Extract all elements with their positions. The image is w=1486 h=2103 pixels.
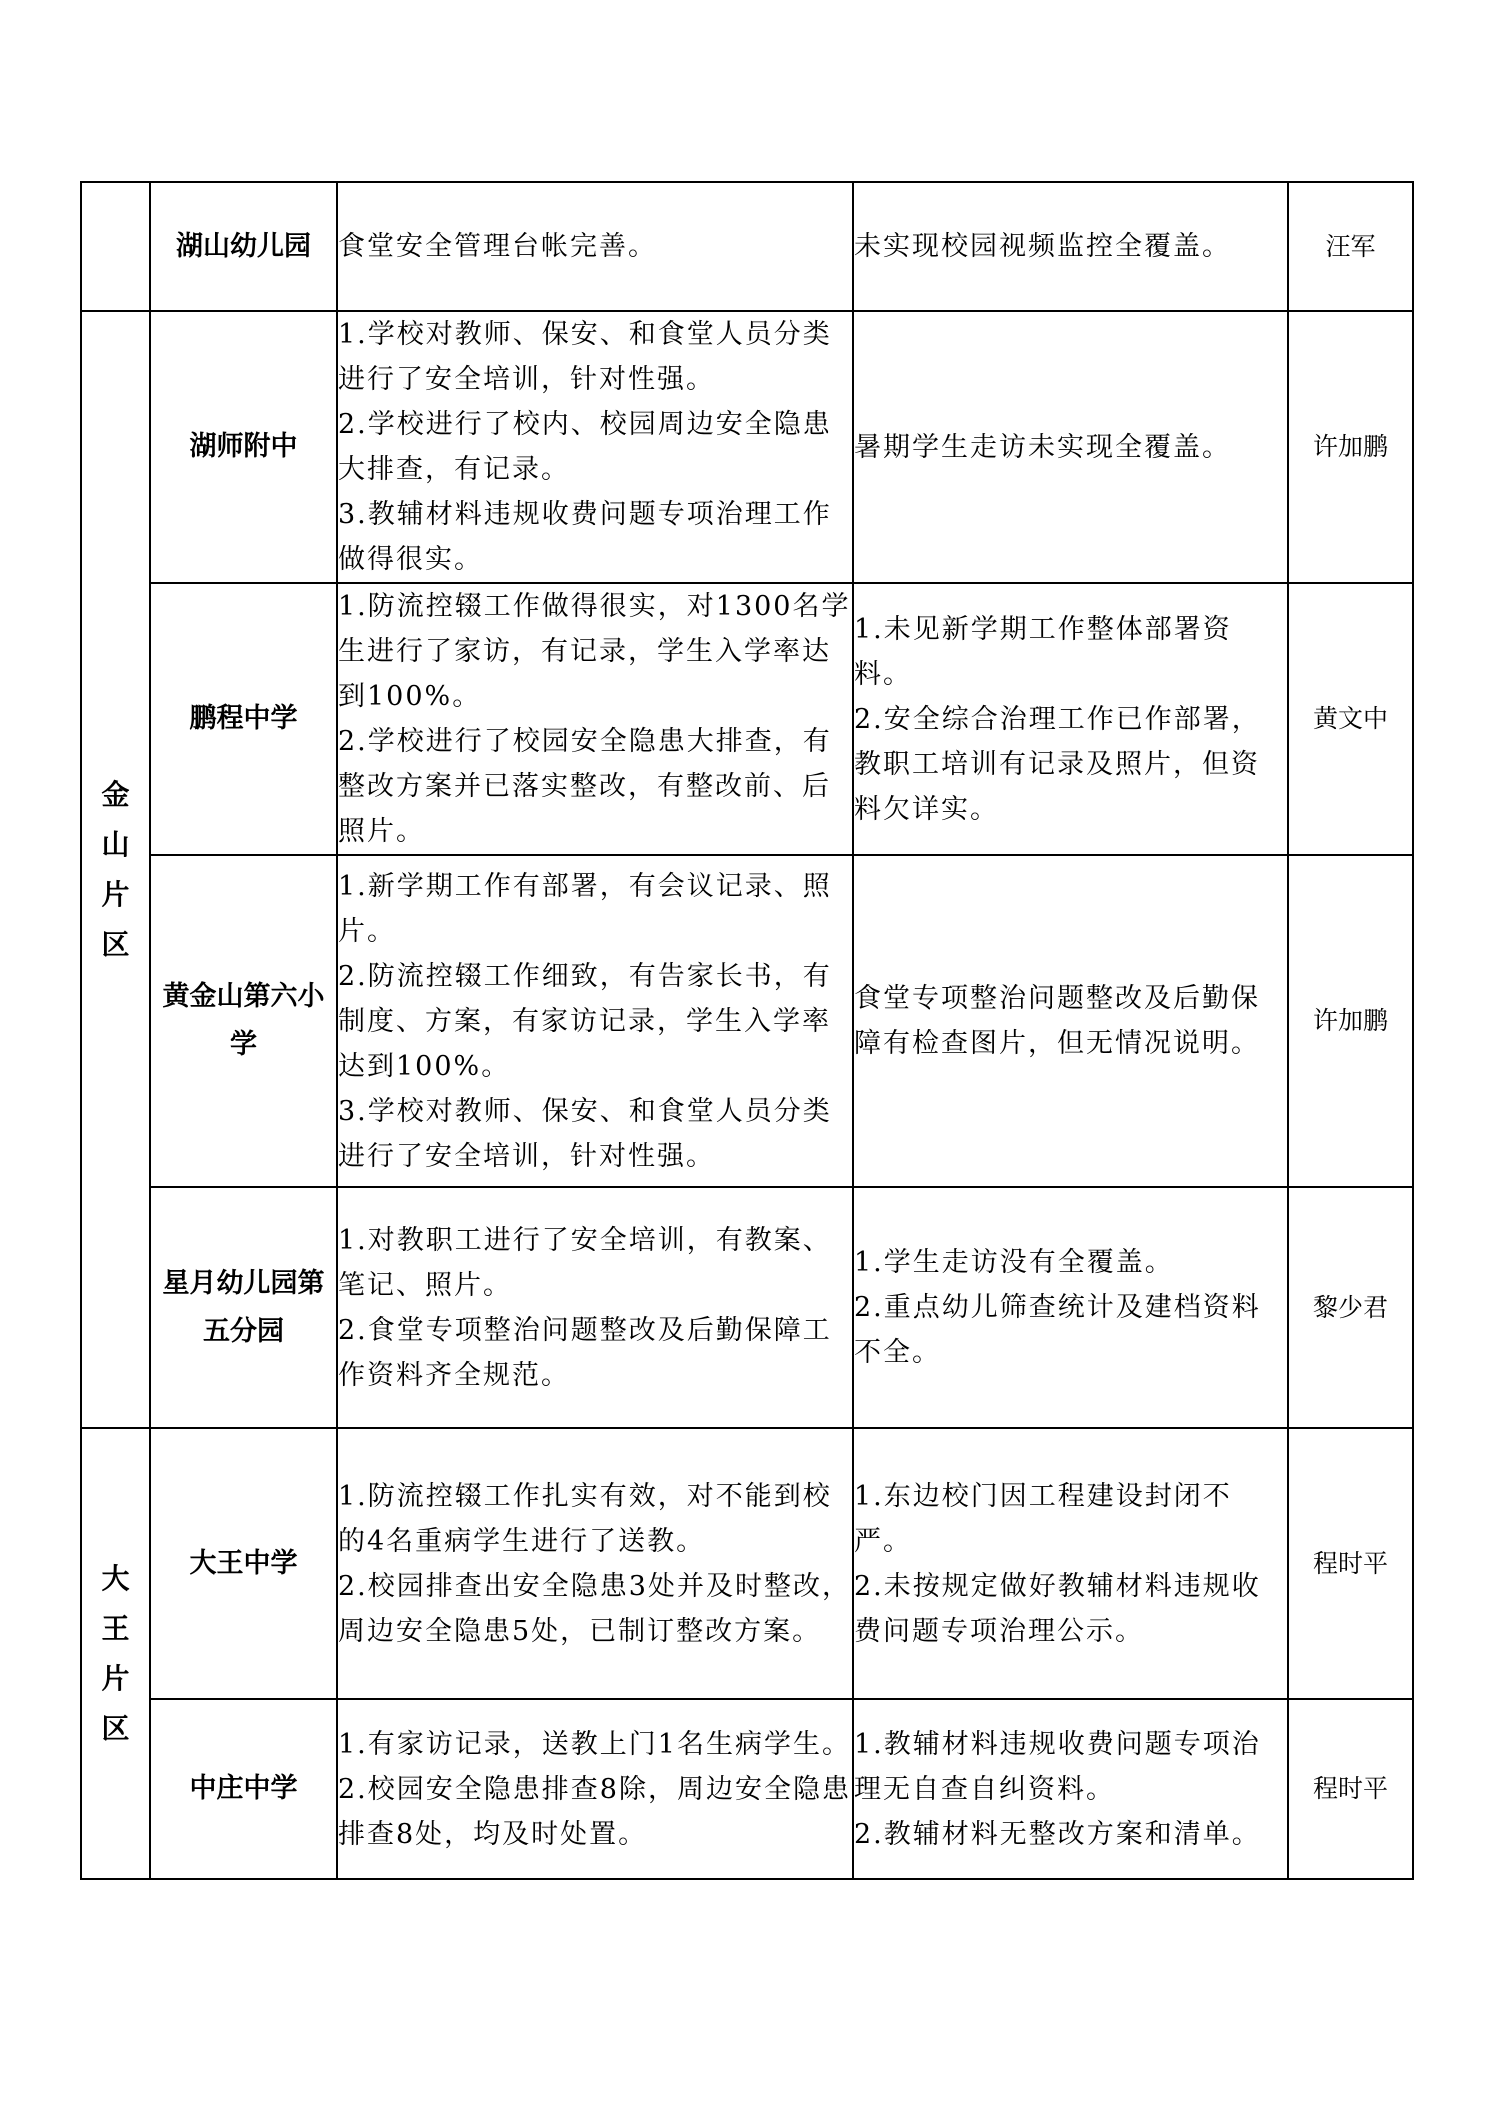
strength-item: 1.防流控辍工作做得很实，对1300名学生进行了家访，有记录，学生入学率达到100%。 (338, 591, 851, 712)
strengths-cell (337, 583, 853, 855)
issue-item: 2.未按规定做好教辅材料违规收费问题专项治理公示。 (854, 1570, 1261, 1647)
school-name: 湖师附中 (150, 311, 337, 583)
school-name: 星月幼儿园第五分园 (150, 1187, 337, 1428)
issue-item: 2.安全综合治理工作已作部署，教职工培训有记录及照片，但资料欠详实。 (854, 703, 1261, 825)
issue-item: 食堂专项整治问题整改及后勤保障有检查图片，但无情况说明。 (854, 983, 1260, 1059)
issue-item: 2.重点幼儿筛查统计及建档资料不全。 (854, 1292, 1261, 1368)
table-row (81, 182, 1413, 311)
issue-item: 1.未见新学期工作整体部署资料。 (854, 613, 1232, 690)
table-row (81, 1187, 1413, 1428)
issues-cell (853, 311, 1288, 583)
issue-item: 暑期学生走访未实现全覆盖。 (854, 431, 1231, 463)
inspector-name: 黄文中 (1288, 583, 1413, 855)
inspector-name: 汪军 (1288, 182, 1413, 311)
inspector-name: 许加鹏 (1288, 855, 1413, 1187)
inspection-table (80, 181, 1414, 1880)
region-cell (81, 1428, 150, 1879)
inspector-name: 许加鹏 (1288, 311, 1413, 583)
school-name: 黄金山第六小学 (150, 855, 337, 1187)
issues-cell (853, 583, 1288, 855)
issue-item: 1.教辅材料违规收费问题专项治理无自查自纠资料。 (854, 1728, 1261, 1805)
strength-item: 2.校园安全隐患排查8除，周边安全隐患排查8处，均及时处置。 (338, 1773, 851, 1850)
region-cell (81, 182, 150, 311)
table-row (81, 855, 1413, 1187)
strength-item: 食堂安全管理台帐完善。 (338, 231, 657, 262)
issues-cell (853, 1699, 1288, 1879)
strengths-cell (337, 1428, 853, 1699)
strength-item: 3.教辅材料违规收费问题专项治理工作做得很实。 (338, 499, 832, 575)
table-row (81, 1428, 1413, 1699)
region-label: 金山片区 (101, 777, 130, 961)
school-name: 湖山幼儿园 (150, 182, 337, 311)
issue-item: 1.学生走访没有全覆盖。 (854, 1247, 1174, 1278)
school-name: 大王中学 (150, 1428, 337, 1699)
issue-item: 1.东边校门因工程建设封闭不严。 (854, 1480, 1232, 1557)
strength-item: 1.新学期工作有部署，有会议记录、照片。 (338, 870, 832, 947)
strength-item: 1.防流控辍工作扎实有效，对不能到校的4名重病学生进行了送教。 (338, 1480, 832, 1557)
strength-item: 2.学校进行了校内、校园周边安全隐患大排查，有记录。 (338, 409, 832, 485)
strength-item: 2.防流控辍工作细致，有告家长书，有制度、方案，有家访记录，学生入学率达到100%。 (338, 960, 832, 1082)
table-row (81, 1699, 1413, 1879)
strengths-cell (337, 311, 853, 583)
issue-item: 2.教辅材料无整改方案和清单。 (854, 1818, 1261, 1850)
strength-item: 2.食堂专项整治问题整改及后勤保障工作资料齐全规范。 (338, 1314, 832, 1391)
strengths-cell (337, 1187, 853, 1428)
issue-item: 未实现校园视频监控全覆盖。 (854, 231, 1231, 262)
inspector-name: 程时平 (1288, 1699, 1413, 1879)
table-row (81, 311, 1413, 583)
strength-item: 1.学校对教师、保安、和食堂人员分类进行了安全培训，针对性强。 (338, 319, 832, 395)
strengths-cell (337, 855, 853, 1187)
strength-item: 1.有家访记录，送教上门1名生病学生。 (338, 1728, 851, 1760)
region-cell (81, 311, 150, 1428)
inspector-name: 黎少君 (1288, 1187, 1413, 1428)
issues-cell (853, 1428, 1288, 1699)
strength-item: 3.学校对教师、保安、和食堂人员分类进行了安全培训，针对性强。 (338, 1095, 832, 1172)
strength-item: 2.学校进行了校园安全隐患大排查，有整改方案并已落实整改，有整改前、后照片。 (338, 726, 832, 847)
school-name: 中庄中学 (150, 1699, 337, 1879)
strengths-cell (337, 1699, 853, 1879)
region-label: 大王片区 (101, 1561, 130, 1745)
issues-cell (853, 182, 1288, 311)
strength-item: 2.校园排查出安全隐患3处并及时整改，周边安全隐患5处，已制订整改方案。 (338, 1570, 851, 1647)
inspector-name: 程时平 (1288, 1428, 1413, 1699)
strengths-cell (337, 182, 853, 311)
issues-cell (853, 1187, 1288, 1428)
issues-cell (853, 855, 1288, 1187)
school-name: 鹏程中学 (150, 583, 337, 855)
table-row (81, 583, 1413, 855)
strength-item: 1.对教职工进行了安全培训，有教案、笔记、照片。 (338, 1224, 832, 1301)
